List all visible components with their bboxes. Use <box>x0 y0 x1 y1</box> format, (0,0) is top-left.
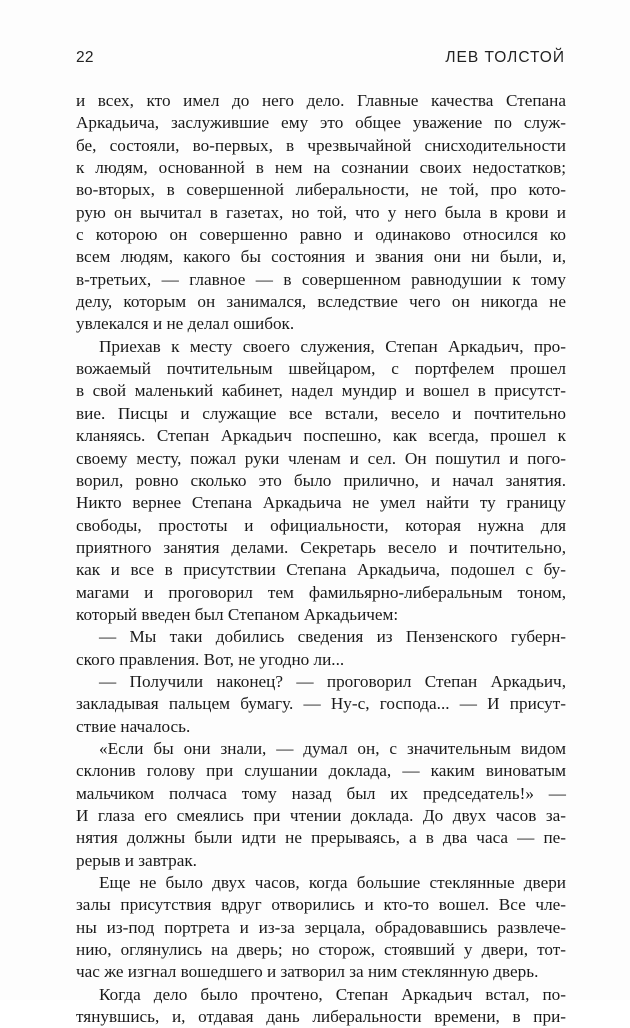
text-line: мальчиком полчаса тому назад был их председатель!» — <box>76 783 566 803</box>
text-line: склонив голову при слушании доклада, — каким виноватым <box>76 761 566 781</box>
text-line: вожаемый почтительным швейцаром, с портфелем прошел <box>76 359 566 379</box>
text-line: как и все в присутствии Степана Аркадьича, подошел с бу- <box>76 560 566 580</box>
text-line: свободы, простоты и официальности, которая нужна для <box>76 515 566 535</box>
text-line: ворил, ровно сколько это было прилично, и начал занятия. <box>76 470 566 490</box>
text-line: и всех, кто имел до него дело. Главные качества Степана <box>76 91 566 110</box>
text-line: в свой маленький кабинет, надел мундир и вошел в присутст- <box>76 381 566 401</box>
text-line: делу, которым он занимался, вследствие чего он никогда не <box>76 292 566 312</box>
text-line: своему месту, пожал руки членам и сел. Он пошутил и пого- <box>76 448 566 468</box>
text-line: час же изгнал вошедшего и затворил за ним стеклянную дверь. <box>76 962 539 982</box>
text-line: закладывая пальцем бумагу. — Ну-с, господа... — И присут- <box>76 694 566 714</box>
body-text <box>76 90 566 1028</box>
text-line: ны из-под портрета и из-за зерцала, обрадовавшись развлече- <box>76 917 566 937</box>
text-line: Когда дело было прочтено, Степан Аркадьич встал, по- <box>99 984 566 1004</box>
text-line: рую он вычитал в газетах, но той, что у него была в крови и <box>76 202 566 222</box>
running-header <box>76 49 565 73</box>
text-line: — Получили наконец? — проговорил Степан Аркадьич, <box>99 671 566 691</box>
text-line: магами и проговорил тем фамильярно-либеральным тоном, <box>76 582 566 602</box>
text-line: к людям, основанной в нем на сознании своих недостатков; <box>76 158 566 178</box>
running-head-author: ЛЕВ ТОЛСТОЙ <box>445 49 565 66</box>
text-line: ского правления. Вот, не угодно ли... <box>76 649 345 669</box>
text-line: который введен был Степаном Аркадьичем: <box>76 604 399 624</box>
text-line: Аркадьича, заслужившие ему это общее уважение по служ- <box>76 113 566 133</box>
text-line: в-третьих, — главное — в совершенном равнодушии к тому <box>76 269 566 289</box>
text-line: бе, состояли, во-первых, в чрезвычайной снисходительности <box>76 135 566 155</box>
text-line: с которою он совершенно равно и одинаково относился ко <box>76 225 566 245</box>
text-line: рерыв и завтрак. <box>76 850 197 870</box>
text-line: «Если бы они знали, — думал он, с значительным видом <box>99 738 566 758</box>
text-line: Приехав к месту своего служения, Степан Аркадьич, про- <box>99 336 566 356</box>
text-line: нию, оглянулись на дверь; но сторож, стоявший у двери, тот- <box>76 940 566 960</box>
text-line: кланяясь. Степан Аркадьич поспешно, как всегда, прошел к <box>76 426 566 446</box>
text-line: Никто вернее Степана Аркадьича не умел найти ту границу <box>76 493 566 513</box>
text-line: нятия должны были идти не прерываясь, а в два часа — пе- <box>76 828 566 848</box>
text-line: во-вторых, в совершенной либеральности, не той, про кото- <box>76 180 566 200</box>
text-line: залы присутствия вдруг отворились и кто-то вошел. Все чле- <box>76 895 566 915</box>
text-line: увлекался и не делал ошибок. <box>76 314 295 334</box>
page-number: 22 <box>76 49 94 66</box>
text-line: ствие началось. <box>76 716 191 736</box>
text-line: приятного занятия делами. Секретарь весело и почтительно, <box>76 537 566 557</box>
text-line: И глаза его смеялись при чтении доклада. До двух часов за- <box>76 806 566 825</box>
text-line: тянувшись, и, отдавая дань либеральности времени, в при- <box>76 1007 566 1027</box>
text-line: вие. Писцы и служащие все встали, весело и почтительно <box>76 403 566 423</box>
text-line: Еще не было двух часов, когда большие стеклянные двери <box>99 873 566 893</box>
text-line: — Мы таки добились сведения из Пензенского губерн- <box>99 627 566 647</box>
text-line: всем людям, какого бы состояния и звания они ни были, и, <box>76 247 566 267</box>
